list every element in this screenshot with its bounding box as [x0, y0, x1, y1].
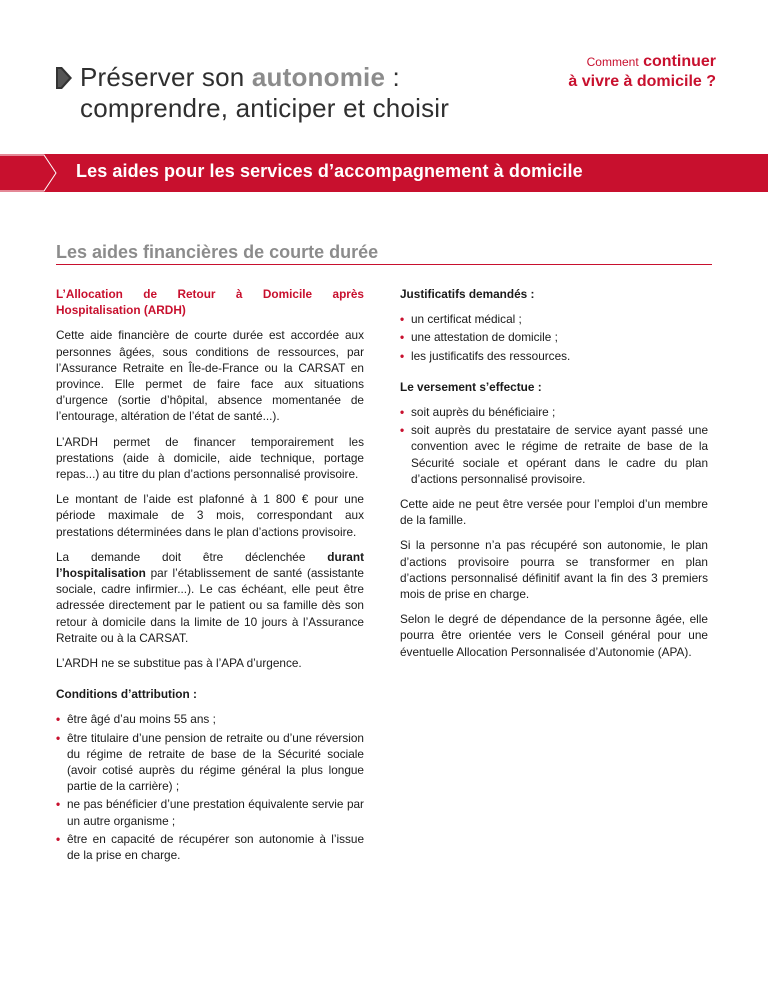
versement-list: [400, 404, 708, 487]
series-tag: [568, 52, 716, 92]
series-tag-big1: continuer: [643, 53, 716, 70]
list-item-text: une attestation de domicile ;: [411, 330, 558, 345]
paragraph: L’ARDH permet de financer temporairement les prestations (aide à domicile, aide technique, portage repas...) au titre du plan d’actions personnalisé provisoire.: [56, 434, 364, 482]
list-item: [56, 730, 364, 795]
section-divider: [56, 264, 712, 265]
list-item-text: un certificat médical ;: [411, 312, 522, 327]
list-item-text: soit auprès du bénéficiaire ;: [411, 405, 556, 420]
title-highlight: autonomie: [251, 62, 386, 92]
paragraph: Cette aide financière de courte durée est accordée aux personnes âgées, sous conditions de ressources, par l’Assurance Retraite en Île-de-France ou la CARSAT en province. Elle permet de faire face aux situations d’urgence (sortie d’hôpital, absence momentanée de l’entourage, altération de l’état de santé...).: [56, 328, 364, 424]
paragraph: Cette aide ne peut être versée pour l’emploi d’un membre de la famille.: [400, 497, 708, 528]
paragraph-text: La demande doit être déclenchée: [56, 549, 328, 564]
list-item-text: être âgé d’au moins 55 ans ;: [67, 712, 216, 727]
series-tag-small: Comment: [586, 55, 639, 69]
list-item-text: ne pas bénéficier d’une prestation équivalente servie par un autre organisme ;: [67, 797, 364, 828]
paragraph: [56, 549, 364, 646]
list-item: [56, 796, 364, 828]
versement-title: Le versement s’effectue :: [400, 379, 542, 394]
section-title: Les aides financières de courte durée: [56, 242, 379, 262]
bullet-icon: •: [400, 423, 405, 438]
ardh-title: L’Allocation de Retour à Domicile après Hospitalisation (ARDH): [56, 287, 364, 318]
paragraph: Si la personne n’a pas récupéré son autonomie, le plan d’actions provisoire pourra se transformer en plan d’actions personnalisé définitif avant la fin des 3 premiers mois de prise en charge.: [400, 538, 708, 602]
list-item-text: être en capacité de récupérer son autonomie à l’issue de la prise en charge.: [67, 831, 364, 863]
right-column: [400, 286, 708, 669]
conditions-title: Conditions d’attribution :: [56, 687, 197, 702]
list-item: [400, 422, 708, 487]
paragraph: Selon le degré de dépendance de la personne âgée, elle pourra être orientée vers le Conseil général pour une éventuelle Allocation Personnalisée d’Autonomie (APA).: [400, 612, 708, 659]
list-item: [400, 348, 708, 364]
list-item-text: être titulaire d’une pension de retraite ou d’une réversion du régime de retraite de base de la Sécurité sociale (avoir cotisé auprès du régime général la plus longue partie de la carrière) ;: [67, 730, 364, 794]
bullet-icon: •: [56, 797, 61, 812]
page-title: [56, 62, 449, 124]
list-item: [400, 329, 708, 345]
list-item-text: soit auprès du prestataire de service ayant passé une convention avec le régime de retraite de base de la Sécurité sociale et opérant dans le cadre du plan d’actions personnalisé provisoire.: [411, 423, 708, 486]
list-item: [400, 311, 708, 327]
page-subtitle: comprendre, anticiper et choisir: [80, 93, 450, 123]
paragraph-emphasis: durant l’hospitalisation: [56, 549, 364, 581]
bullet-icon: •: [400, 330, 405, 345]
section-banner: [0, 154, 768, 192]
justif-list: [400, 311, 708, 364]
list-item-text: les justificatifs des ressources.: [411, 348, 571, 363]
series-tag-big2: à vivre à domicile ?: [568, 73, 716, 90]
title-suffix: :: [385, 62, 400, 92]
paragraph-text: par l’établissement de santé (assistante sociale, cadre infirmier...). Le cas échéant, elle peut être adressée directement par le patient ou sa famille dès son retour à domicile dans la limite de 10 jours à l’Assurance Retraite ou à la CARSAT.: [56, 566, 364, 645]
justif-title: Justificatifs demandés :: [400, 287, 535, 301]
bullet-icon: •: [400, 312, 405, 327]
bullet-icon: •: [56, 831, 61, 846]
conditions-list: [56, 711, 364, 863]
bullet-icon: •: [56, 730, 61, 745]
list-item: [56, 831, 364, 863]
paragraph: Le montant de l’aide est plafonné à 1 800 € pour une période maximale de 3 mois, correspondant aux prestations déterminées dans le plan d’actions provisoire.: [56, 492, 364, 539]
banner-title: Les aides pour les services d’accompagnement à domicile: [76, 161, 583, 181]
list-item: [56, 711, 364, 727]
bullet-icon: •: [400, 405, 405, 420]
paragraph: L’ARDH ne se substitue pas à l’APA d’urgence.: [56, 656, 302, 671]
bullet-icon: •: [400, 348, 405, 363]
list-item: [400, 404, 708, 420]
left-column: [56, 286, 364, 872]
bullet-icon: •: [56, 712, 61, 727]
title-prefix: Préserver son: [80, 62, 252, 92]
